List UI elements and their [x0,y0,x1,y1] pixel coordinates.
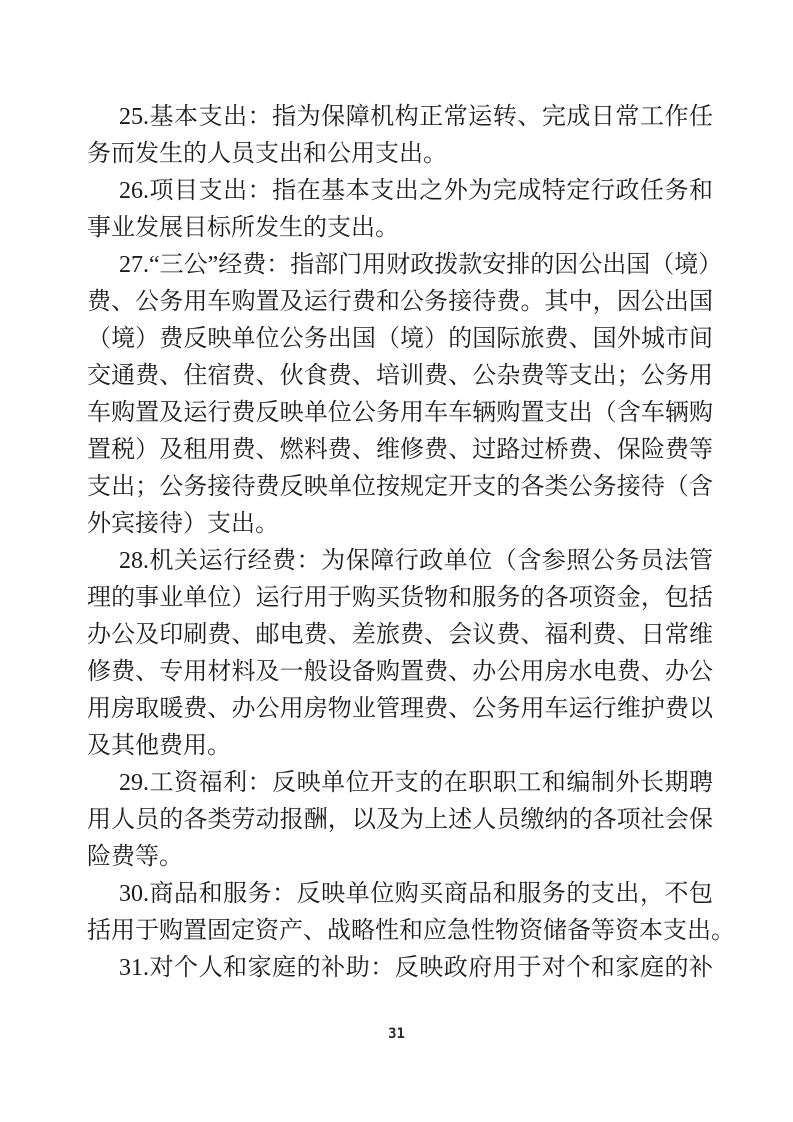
text-line: 交通费、住宿费、伙食费、培训费、公杂费等支出；公务用 [87,363,713,389]
text-line: 用房取暖费、办公用房物业管理费、公务用车运行维护费以 [87,696,713,722]
text-line: 务而发生的人员支出和公用支出。 [87,141,447,167]
text-line: 办公及印刷费、邮电费、差旅费、会议费、福利费、日常维 [87,622,713,648]
text-line: 事业发展目标所发生的支出。 [87,215,399,241]
text-line: 26.项目支出：指在基本支出之外为完成特定行政任务和 [119,178,713,204]
text-line: 理的事业单位）运行用于购买货物和服务的各项资金，包括 [87,585,713,611]
text-line: 27.“三公”经费：指部门用财政拨款安排的因公出国（境） [119,252,723,278]
text-line: 用人员的各类劳动报酬，以及为上述人员缴纳的各项社会保 [87,807,713,833]
text-line: 险费等。 [87,844,183,870]
text-line: 28.机关运行经费：为保障行政单位（含参照公务员法管 [119,548,713,574]
text-block [87,99,735,987]
definition-paragraph-29 [87,765,713,876]
text-line: 修费、专用材料及一般设备购置费、办公用房水电费、办公 [87,659,713,685]
text-line: 车购置及运行费反映单位公务用车车辆购置支出（含车辆购 [87,400,713,426]
text-line: 费、公务用车购置及运行费和公务接待费。其中，因公出国 [87,289,713,315]
text-line: 29.工资福利：反映单位开支的在职职工和编制外长期聘 [119,770,713,796]
definition-paragraph-28 [87,543,713,765]
definition-paragraph-25 [87,99,713,173]
text-line: 30.商品和服务：反映单位购买商品和服务的支出，不包 [119,881,713,907]
text-line: 括用于购置固定资产、战略性和应急性物资储备等资本支出。 [87,918,735,944]
text-line: 25.基本支出：指为保障机构正常运转、完成日常工作任 [119,104,713,130]
definition-paragraph-26 [87,173,713,247]
text-line: （境）费反映单位公务出国（境）的国际旅费、国外城市间 [87,326,713,352]
definition-paragraph-27 [87,247,723,543]
definition-paragraph-31 [87,950,713,987]
text-line: 外宾接待）支出。 [87,511,279,537]
text-line: 31.对个人和家庭的补助：反映政府用于对个和家庭的补 [119,955,713,981]
text-line: 置税）及租用费、燃料费、维修费、过路过桥费、保险费等 [87,437,713,463]
page-number: 31 [388,1026,405,1042]
text-line: 及其他费用。 [87,733,231,759]
definition-paragraph-30 [87,876,735,950]
text-line: 支出；公务接待费反映单位按规定开支的各类公务接待（含 [87,474,713,500]
